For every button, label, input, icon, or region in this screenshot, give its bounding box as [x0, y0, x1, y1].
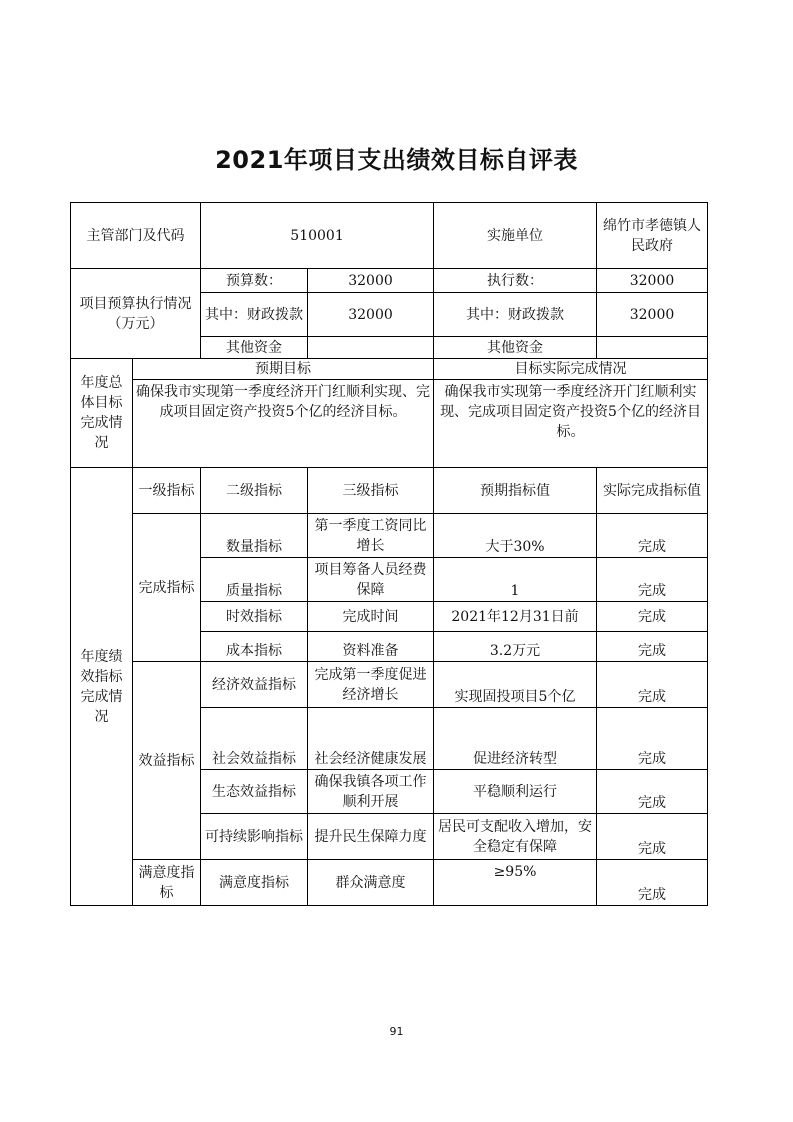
table-row [71, 860, 708, 906]
exec-num-label: 执行数： [434, 269, 597, 293]
level3-cell: 社会经济健康发展 [308, 708, 434, 770]
fiscal-budget-value: 32000 [308, 293, 434, 337]
expected-value-cell: 1 [434, 558, 597, 602]
actual-value-cell: 完成 [597, 662, 708, 708]
actual-goal-header: 目标实际完成情况 [434, 359, 708, 380]
unit-label: 实施单位 [434, 203, 597, 269]
expected-value-header: 预期指标值 [434, 468, 597, 514]
level3-cell: 完成第一季度促进经济增长 [308, 662, 434, 708]
level3-cell: 确保我镇各项工作顺利开展 [308, 770, 434, 814]
level3-cell: 提升民生保障力度 [308, 814, 434, 860]
self-evaluation-table [70, 202, 708, 906]
actual-value-header: 实际完成指标值 [597, 468, 708, 514]
expected-value-cell: 居民可支配收入增加，安全稳定有保障 [434, 814, 597, 860]
level3-cell: 群众满意度 [308, 860, 434, 906]
indicator-header-row [71, 468, 708, 514]
page-number: 91 [389, 1025, 404, 1038]
expected-value-cell: 促进经济转型 [434, 708, 597, 770]
actual-value-cell: 完成 [597, 708, 708, 770]
level1-header: 一级指标 [133, 468, 201, 514]
other-funds-budget-value [308, 337, 434, 359]
exec-num-value: 32000 [597, 269, 708, 293]
goals-text-row [71, 380, 708, 468]
budget-label: 项目预算执行情况（万元） [71, 269, 201, 359]
expected-goal-header: 预期目标 [133, 359, 434, 380]
group-label-completion: 完成指标 [133, 514, 201, 662]
budget-row [71, 269, 708, 293]
expected-value-cell: 平稳顺利运行 [434, 770, 597, 814]
budget-num-value: 32000 [308, 269, 434, 293]
other-funds-label: 其他资金 [201, 337, 308, 359]
expected-value-cell: 实现固投项目5个亿 [434, 662, 597, 708]
actual-value-cell: 完成 [597, 814, 708, 860]
budget-num-label: 预算数： [201, 269, 308, 293]
fiscal-exec-value: 32000 [597, 293, 708, 337]
level2-cell: 经济效益指标 [201, 662, 308, 708]
goals-header-row [71, 359, 708, 380]
level2-header: 二级指标 [201, 468, 308, 514]
level2-cell: 社会效益指标 [201, 708, 308, 770]
level3-header: 三级指标 [308, 468, 434, 514]
goals-label: 年度总体目标完成情况 [71, 359, 133, 468]
level2-cell: 时效指标 [201, 602, 308, 632]
expected-value-cell: 大于30% [434, 514, 597, 558]
level2-cell: 成本指标 [201, 632, 308, 662]
level3-cell: 资料准备 [308, 632, 434, 662]
level2-cell: 生态效益指标 [201, 770, 308, 814]
header-row [71, 203, 708, 269]
dept-label: 主管部门及代码 [71, 203, 201, 269]
expected-value-cell: 2021年12月31日前 [434, 602, 597, 632]
actual-goal-text: 确保我市实现第一季度经济开门红顺利实现、完成项目固定资产投资5个亿的经济目标。 [434, 380, 708, 468]
table-row [71, 662, 708, 708]
table-row [71, 514, 708, 558]
group-label-benefit: 效益指标 [133, 662, 201, 860]
fiscal-exec-label: 其中：财政拨款 [434, 293, 597, 337]
actual-value-cell: 完成 [597, 632, 708, 662]
page-title: 2021年项目支出绩效目标自评表 [215, 146, 578, 174]
level2-cell: 质量指标 [201, 558, 308, 602]
level3-cell: 完成时间 [308, 602, 434, 632]
level2-cell: 可持续影响指标 [201, 814, 308, 860]
level2-cell: 数量指标 [201, 514, 308, 558]
actual-value-cell: 完成 [597, 860, 708, 906]
actual-value-cell: 完成 [597, 770, 708, 814]
actual-value-cell: 完成 [597, 514, 708, 558]
expected-value-cell: 3.2万元 [434, 632, 597, 662]
expected-value-cell: ≥95% [434, 860, 597, 906]
performance-label: 年度绩效指标完成情况 [71, 468, 133, 906]
fiscal-label: 其中：财政拨款 [201, 293, 308, 337]
other-funds-exec-value [597, 337, 708, 359]
level3-cell: 第一季度工资同比增长 [308, 514, 434, 558]
other-funds-exec-label: 其他资金 [434, 337, 597, 359]
unit-name: 绵竹市孝德镇人民政府 [597, 203, 708, 269]
expected-goal-text: 确保我市实现第一季度经济开门红顺利实现、完成项目固定资产投资5个亿的经济目标。 [133, 380, 434, 468]
actual-value-cell: 完成 [597, 558, 708, 602]
actual-value-cell: 完成 [597, 602, 708, 632]
group-label-satisfaction: 满意度指标 [133, 860, 201, 906]
level2-cell: 满意度指标 [201, 860, 308, 906]
level3-cell: 项目筹备人员经费保障 [308, 558, 434, 602]
dept-code: 510001 [201, 203, 434, 269]
